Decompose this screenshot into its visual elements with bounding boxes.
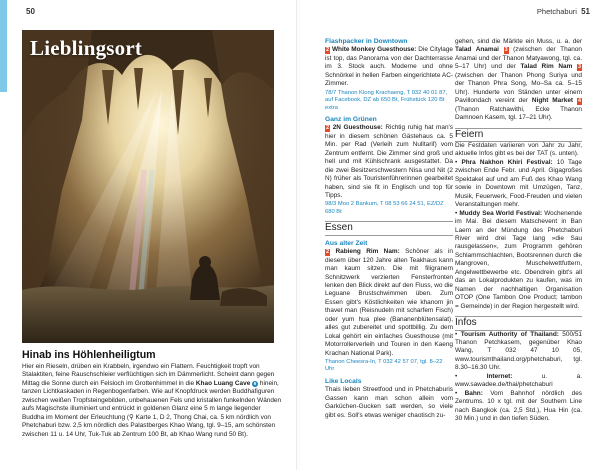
pin-icon: ⚲ (129, 413, 134, 421)
subhead-gruen: Ganz im Grünen (325, 115, 377, 123)
left-page (0, 0, 297, 470)
entry-rabieng-rim-nam: 2 Rabieng Rim Nam: Schöner als in diesem über 120 Jahre alten Teakhaus kann man kaum sitzen. Die mit filigranem Schnitzwerk verzierten Fensterfronten lenken den Blick direkt auf den Fluss, wo die Leguane Brustschwimmen üben. Zum Essen gibt's Köstlichkeiten wie khanom jin thavet man (Reisnudeln mit scharfem Fisch) oder yum hua plee (Bananenblütensalat), alles gut zubereitet und spottbillig. Zu dem Lokal gehört ein einfaches Guesthouse (mit Motorrollerverleih und Touren in den Kaeng Krachan National Park). (325, 248, 454, 357)
section-infos: Infos (455, 316, 582, 330)
entry-2n-guesthouse: 2 2N Guesthouse: Richtig ruhig hat man's hier in diesem schönen Gästehaus ca. 5 Min. per Rad (Verleih zum Nulltarif) vom Zentrum entfernt. Die Zimmer sind groß und hell und mit Kühlschrank ausgestattet. Da die zwei Besitzerschwestern Nisa und Nit (2 N) früher als Touristenführerinnen gearbeitet haben, sind sie fit in Englisch und top für Tipps. (325, 124, 453, 200)
entry-like-locals: Thais lieben Streetfood und in Phetchaburis Gassen kann man schon allein vom Garküchen-Gucken satt werden, so viele gibt es. Soll's etwas weniger chaotisch zu- (325, 386, 453, 419)
bullet-icon: • (455, 389, 458, 397)
map-marker-icon: 6 (253, 380, 257, 386)
entry-muddy-sea: • Muddy Sea World Festival: Wochenende im Mai. Bei diesem Matschevent in Ban Laem an der Mündung des Phetchaburi River wird drei Tage lang »die Sau rausgelassen«, zum Programm gehören Schlammschlachten, Bootsrennen durch die Mangroven, Muschelwettfuttern, Angelwettbewerbe etc. Obendrein gibt's all das an Lokalprodukten zu kaufen, was im Namen der nachhaltigen Organisation OTOP (One Tambon One Product; tambon = Gemeinde) in der Region hergestellt wird. (455, 209, 583, 310)
cave-name: Khao Luang Cave (195, 379, 251, 387)
feiern-intro: Die Festdaten variieren von Jahr zu Jahr, aktuelle Infos gibt es bei der TAT (s. unten). (455, 141, 582, 158)
entry-phra-nakhon: • Phra Nakhon Khiri Festival: 10 Tage zwischen Ende Febr. und April. Gigagroßes Spektakel auf und am Fuß des Khao Wang sowie in Downtown mit Umzügen, Tanz, Musik, Feuerwerk, Food-Freuden und vielen Veranstaltungen mehr. (455, 158, 582, 209)
price-badge: 2 (326, 249, 330, 256)
right-column-b (455, 38, 582, 423)
address-white-monkey: 78/7 Thanon Klong Krachaeng, T 032 40 01 87, auf Facebook, DZ ab 650 Bt, Frühstück 120 Bt extra (325, 89, 448, 111)
bullet-icon: • (455, 372, 458, 380)
price-badge: 3 (504, 47, 508, 54)
caption-text: Hier ein Rieseln, drüben ein Krabbeln, irgendwo ein Flattern. Feuchtigkeit tropft von Stalaktiten, feine Rauschschleier verflüchtigen sich im Dämmerlicht. Scheint dann gegen Mittag die Sonne durch ein Felsloch im Grottenhimmel in die Khao Luang Cave 6 hinein, tanzen Lichtkaskaden in Regenbogenfarben. Wie auf Knopfdruck werden Buddhafiguren zwischen weißen Tropfsteingebilden, unbehauenen Fels und kristallen funkelnden Wänden aufs Magischste illuminiert und entrückt in goldenen Glanz eine 5 m lange liegender Buddha im Moment der Erleuchtung (⚲ Karte 1, D 2, Thong Chai, ca. 5 km nördlich von Phetchaburi bzw. 2,5 km nördlich des Palastberges Khao Wang, tgl. 9–15, am schönsten zwischen 11 u. 14 Uhr, Tuk-Tuk ab Zentrum 100 Bt, ab Khao Wang rund 50 Bt). (22, 363, 282, 438)
address-rabieng-rim-nam: Thanon Cheesra-In, T 032 42 57 07, tgl. 8–22 Uhr (325, 359, 443, 373)
price-badge: 3 (578, 64, 581, 71)
section-feiern: Feiern (455, 128, 582, 142)
entry-white-monkey: 2 White Monkey Guesthouse: Die Citylage ist top, das Panorama von der Dachterrasse im 3. Stock auch. Moderne und ohne Schnörkel in hellen Farben eingerichtete AC-Zimmer. (325, 46, 453, 88)
chapter-edge-tab (0, 0, 7, 92)
bullet-icon: • (455, 209, 458, 217)
right-column-a (325, 38, 453, 420)
subhead-like-locals: Like Locals (325, 377, 362, 385)
entry-markets: gehen, sind die Märkte ein Muss, u. a. der Talad Anamai 3 (zwischen der Thanon Anamai und der Thanon Matyawong, tgl. ca. 5–17 Uhr) und der Talad Rim Nam 3 (zwischen der Thanon Phong Suriya und der Thanon Phra Song, Mo–Sa ca. 5–15 Uhr). Hunderte von Ständen unter einem Pavillondach vereint der Night Market 4 (Thanon Ratchawithi, Ecke Thanon Damnoen Kasem, tgl. 17–21 Uhr). (455, 38, 582, 122)
section-essen: Essen (325, 221, 453, 235)
entry-bahn: • Bahn: Vom Bahnhof nördlich des Zentrums. 10 x tgl. mit der Southern Line nach Bangkok (ca. 2,5 Std.), Hua Hin (ca. 30 Min.) und in den tiefen Süden. (455, 389, 582, 423)
entry-tat: • Tourism Authority of Thailand: 500/51 Thanon Petchkasem, gegenüber Khao Wang, T 032 47 10 05, www.tourismthailand.org/phetchaburi, tgl. 8.30–16.30 Uhr. (455, 330, 582, 372)
price-badge: 2 (326, 125, 330, 132)
address-2n-guesthouse: 98/3 Moo 2 Bankum, T 08 53 66 24 51, EZ/DZ 680 Bt (325, 201, 444, 215)
subhead-alte-zeit: Aus alter Zeit (325, 239, 368, 247)
bullet-icon: • (455, 158, 458, 166)
cave-photo (22, 30, 274, 343)
left-page-number: 50 (26, 7, 35, 16)
price-badge: 4 (578, 98, 581, 105)
caption-title: Hinab ins Höhlenheiligtum (22, 349, 156, 361)
price-badge: 2 (326, 47, 330, 54)
cave-image (22, 30, 274, 343)
subhead-flashpacker: Flashpacker in Downtown (325, 38, 408, 45)
entry-internet: • Internet: u. a. www.sawadee.de/thai/phetchaburi (455, 372, 582, 389)
right-running-head: Phetchaburi 51 (536, 7, 590, 16)
bullet-icon: • (455, 330, 458, 338)
photo-title: Lieblingsort (30, 36, 143, 60)
